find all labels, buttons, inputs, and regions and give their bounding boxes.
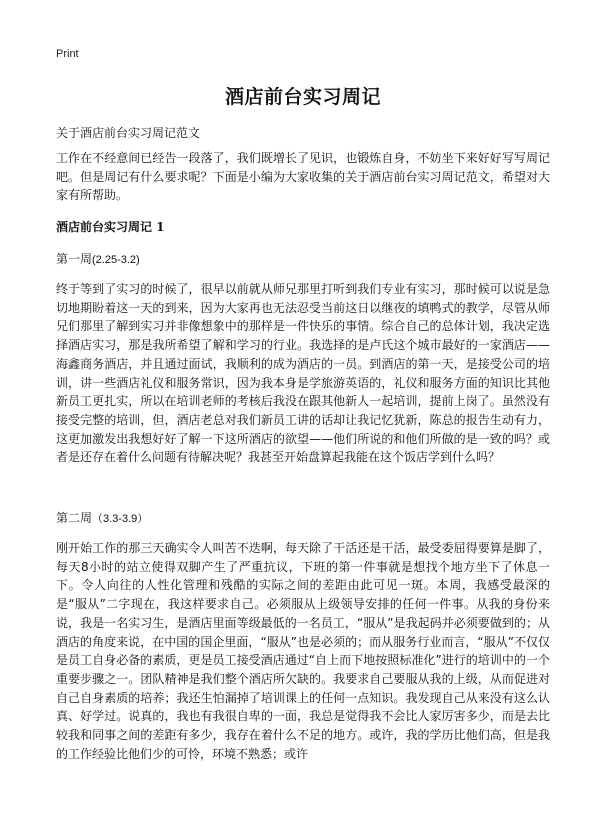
section-heading: 酒店前台实习周记 1 bbox=[56, 220, 165, 234]
week1-dates: (2.25-3.2) bbox=[92, 254, 140, 266]
week2-dates: （3.3-3.9） bbox=[92, 513, 149, 525]
intro-paragraph: 工作在不经意间已经告一段落了，我们既增长了见识，也锻炼自身，不妨坐下来好好写写周记吧。但是周记有什么要求呢？下面是小编为大家收集的关于酒店前台实习周记范文，希望对大家有所帮助。 bbox=[56, 151, 550, 203]
week1-heading bbox=[56, 250, 140, 267]
week1-label: 第一周 bbox=[56, 252, 93, 266]
week1-body: 终于等到了实习的时候了，很早以前就从师兄那里打听到我们专业有实习，那时候可以说是急切地期盼着这一天的到来，因为大家再也无法忍受当前这日以继夜的填鸭式的教学，尽管从师兄们那里了解到实习并非像想象中的那样是一件快乐的事情。综合自己的总体计划，我决定选择酒店实习，那是我所希望了解和学习的行业。我选择的是卢氏这个城市最好的一家酒店——海鑫商务酒店，并且通过面试，我顺利的成为酒店的一员。到酒店的第一天，是接受公司的培训，讲一些酒店礼仪和服务常识，因为我本身是学旅游英语的，礼仪和服务方面的知识比其他新员工更扎实，所以在培训老师的考核后我没在跟其他新人一起培训，提前上岗了。虽然没有接受完整的培训，但，酒店老总对我们新员工讲的话却让我记忆犹新，陈总的报告生动有力，这更加激发出我想好好了解一下这所酒店的欲望——他们所说的和他们所做的是一致的吗？或者是还存在着什么问题有待解决呢？我甚至开始盘算起我能在这个饭店学到什么吗？ bbox=[56, 282, 550, 465]
week2-heading bbox=[56, 509, 148, 526]
page-title: 酒店前台实习周记 bbox=[224, 86, 381, 108]
subtitle: 关于酒店前台实习周记范文 bbox=[56, 126, 201, 140]
week2-body: 刚开始工作的那三天确实令人叫苦不迭啊，每天除了干活还是干活，最受委屈得要算是脚了，每天8小时的站立使得双脚产生了严重抗议，下班的第一件事就是想找个地方坐下了休息一下。令人向往的人性化管理和残酷的实际之间的差距由此可见一斑。本周，我感受最深的是“服从”二字现在，我这样要求自己。必须服从上级领导安排的任何一件事。从我的身份来说，我是一名实习生，是酒店里面等级最低的一名员工，“服从”是我起码并必须要做到的；从酒店的角度来说，在中国的国企里面，“服从”也是必须的；而从服务行业而言，“服从”不仅仅是员工自身必备的素质，更是员工接受酒店通过“自上而下地按照标准化”进行的培训中的一个重要步骤之一。团队精神是我们整个酒店所欠缺的。我要求自己要服从我的上级，从而促进对自己自身素质的培养；我还生怕漏掉了培训课上的任何一点知识。我发现自己从来没有这么认真、好学过。说真的，我也有我很自卑的一面，我总是觉得我不会比人家厉害多少，而是去比较我和同事之间的差距有多少，我存在着什么不足的地方。或许，我的学历比他们高，但是我的工作经验比他们少的可怜，环境不熟悉；或许 bbox=[56, 541, 550, 761]
print-label[interactable]: Print bbox=[56, 48, 79, 60]
week2-label: 第二周 bbox=[56, 511, 93, 525]
